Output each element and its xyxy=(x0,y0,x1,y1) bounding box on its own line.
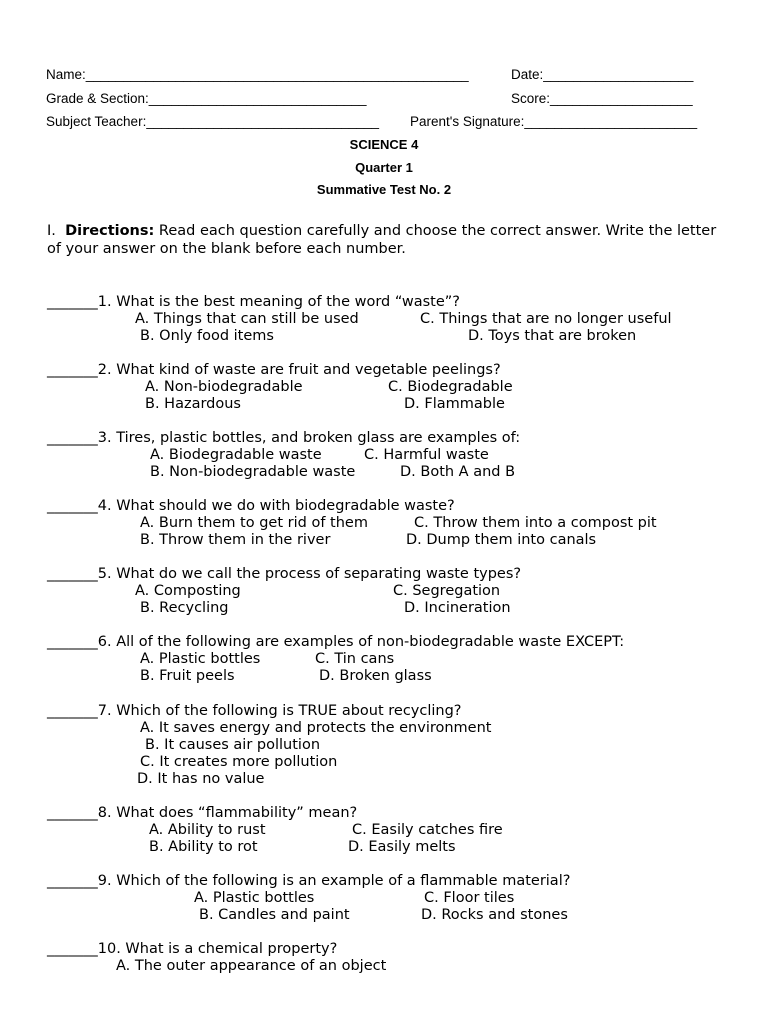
q9-option-c: C. Floor tiles xyxy=(424,890,515,906)
question-8: _______8. What does “flammability” mean? xyxy=(47,805,358,821)
q3-option-b: B. Non-biodegradable waste xyxy=(150,464,356,480)
q6-option-b: B. Fruit peels xyxy=(140,668,235,684)
q3-option-c: C. Harmful waste xyxy=(364,447,489,463)
q9-option-b: B. Candles and paint xyxy=(199,907,350,923)
grade-section-field[interactable]: Grade & Section:_____________________________ xyxy=(46,91,367,106)
question-2: _______2. What kind of waste are fruit and vegetable peelings? xyxy=(47,362,501,378)
question-6: _______6. All of the following are examples of non-biodegradable waste EXCEPT: xyxy=(47,634,625,650)
q5-option-d: D. Incineration xyxy=(404,600,511,616)
q8-option-d: D. Easily melts xyxy=(348,839,456,855)
q1-option-b: B. Only food items xyxy=(140,328,274,344)
q6-option-c: C. Tin cans xyxy=(315,651,395,667)
q7-option-a: A. It saves energy and protects the environment xyxy=(140,720,492,736)
q3-option-a: A. Biodegradable waste xyxy=(150,447,322,463)
q2-option-a: A. Non-biodegradable xyxy=(145,379,303,395)
q1-option-c: C. Things that are no longer useful xyxy=(420,311,672,327)
question-1: _______1. What is the best meaning of the word “waste”? xyxy=(47,294,460,310)
q6-option-d: D. Broken glass xyxy=(319,668,432,684)
q5-option-b: B. Recycling xyxy=(140,600,229,616)
q8-option-c: C. Easily catches fire xyxy=(352,822,503,838)
q4-option-d: D. Dump them into canals xyxy=(406,532,597,548)
q5-option-a: A. Composting xyxy=(135,583,241,599)
quarter-title: Quarter 1 xyxy=(355,160,413,175)
q7-option-b: B. It causes air pollution xyxy=(145,737,321,753)
question-5: _______5. What do we call the process of separating waste types? xyxy=(47,566,522,582)
q1-option-a: A. Things that can still be used xyxy=(135,311,359,327)
question-10: _______10. What is a chemical property? xyxy=(47,941,338,957)
question-4: _______4. What should we do with biodegradable waste? xyxy=(47,498,455,514)
directions-label: Directions: xyxy=(65,223,155,239)
subject-teacher-field[interactable]: Subject Teacher:_______________________________ xyxy=(46,114,380,129)
q7-option-d: D. It has no value xyxy=(137,771,265,787)
score-field[interactable]: Score:___________________ xyxy=(511,91,693,106)
q5-option-c: C. Segregation xyxy=(393,583,501,599)
q4-option-b: B. Throw them in the river xyxy=(140,532,331,548)
q8-option-b: B. Ability to rot xyxy=(149,839,258,855)
q7-option-c: C. It creates more pollution xyxy=(140,754,338,770)
q1-option-d: D. Toys that are broken xyxy=(468,328,637,344)
q4-option-c: C. Throw them into a compost pit xyxy=(414,515,657,531)
question-7: _______7. Which of the following is TRUE about recycling? xyxy=(47,703,462,719)
q4-option-a: A. Burn them to get rid of them xyxy=(140,515,368,531)
q9-option-d: D. Rocks and stones xyxy=(421,907,568,923)
date-field[interactable]: Date:____________________ xyxy=(511,67,694,82)
question-3: _______3. Tires, plastic bottles, and broken glass are examples of: xyxy=(47,430,521,446)
q2-option-d: D. Flammable xyxy=(404,396,505,412)
parent-signature-field[interactable]: Parent's Signature:_______________________ xyxy=(410,114,698,129)
directions-numeral: I. xyxy=(47,223,56,239)
q8-option-a: A. Ability to rust xyxy=(149,822,266,838)
q6-option-a: A. Plastic bottles xyxy=(140,651,261,667)
q2-option-c: C. Biodegradable xyxy=(388,379,513,395)
q2-option-b: B. Hazardous xyxy=(145,396,241,412)
directions xyxy=(47,222,727,258)
question-9: _______9. Which of the following is an example of a flammable material? xyxy=(47,873,571,889)
q9-option-a: A. Plastic bottles xyxy=(194,890,315,906)
q10-option-a: A. The outer appearance of an object xyxy=(116,958,387,974)
directions-text: Read each question carefully and choose the correct answer. Write the letter of your answer on the blank before each number. xyxy=(47,223,717,257)
test-title: Summative Test No. 2 xyxy=(316,182,452,197)
subject-title: SCIENCE 4 xyxy=(349,137,419,152)
q3-option-d: D. Both A and B xyxy=(400,464,516,480)
name-field[interactable]: Name:___________________________________________________ xyxy=(46,67,469,82)
